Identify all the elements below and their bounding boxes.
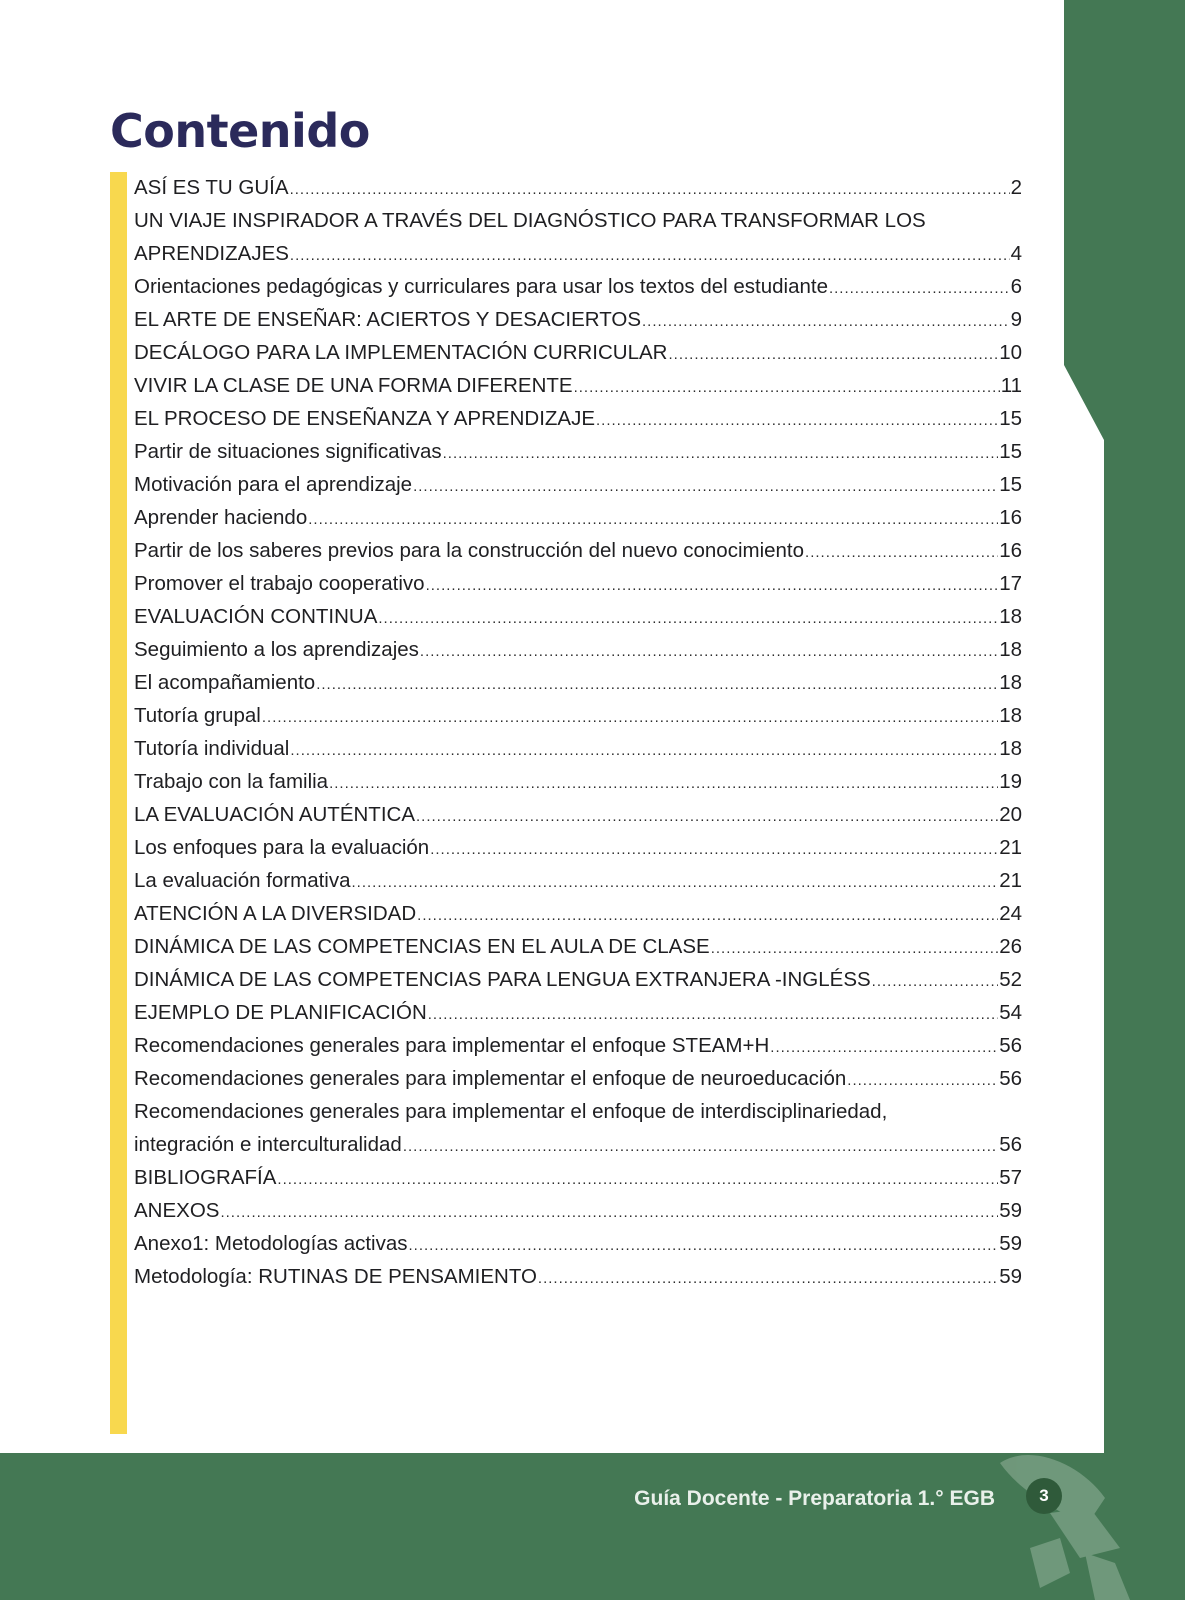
toc-entry-label: DINÁMICA DE LAS COMPETENCIAS EN EL AULA DE CLASE [134,935,710,958]
toc-entry-label: Promover el trabajo cooperativo [134,572,425,595]
toc-entry-row [134,270,1022,303]
toc-entry-row [134,303,1022,336]
toc-entry [134,1062,1022,1095]
toc-entry-page: 6 [1010,275,1022,298]
toc-entry-row [134,996,1022,1029]
page-title: Contenido [110,104,370,158]
toc-entry-label: Tutoría grupal [134,704,261,727]
toc-entry-row [134,402,1022,435]
toc-entry [134,831,1022,864]
toc-entry-page: 57 [999,1166,1022,1189]
toc-entry [134,666,1022,699]
toc-entry-label: Orientaciones pedagógicas y curriculares para usar los textos del estudiante [134,275,828,298]
toc-entry-row [134,567,1022,600]
toc-entry-label: Tutoría individual [134,737,290,760]
toc-entry-page: 52 [999,968,1022,991]
dot-leader [329,767,998,800]
toc-entry-page: 4 [1010,242,1022,265]
toc-entry-row [134,237,1022,270]
toc-entry-label: EL ARTE DE ENSEÑAR: ACIERTOS Y DESACIERTOS [134,308,641,331]
toc-entry-page: 10 [999,341,1022,364]
toc-entry-label: Metodología: RUTINAS DE PENSAMIENTO [134,1265,537,1288]
toc-entry [134,171,1022,204]
table-of-contents [134,171,1022,1293]
toc-entry-row [134,1128,1022,1161]
dot-leader [430,833,998,866]
toc-entry-row [134,501,1022,534]
toc-entry-row [134,798,1022,831]
dot-leader [770,1031,998,1064]
toc-entry-page: 59 [999,1199,1022,1222]
toc-entry-page: 20 [999,803,1022,826]
toc-entry-row [134,336,1022,369]
dot-leader [596,404,998,437]
toc-entry-row [134,864,1022,897]
toc-entry-row [134,369,1022,402]
toc-entry-row [134,435,1022,468]
toc-entry-row [134,171,1022,204]
toc-entry-page: 18 [999,704,1022,727]
toc-entry-page: 18 [999,638,1022,661]
toc-entry-row [134,1062,1022,1095]
dot-leader [642,305,1010,338]
rocket-icon [990,1453,1150,1600]
toc-entry-page: 18 [999,671,1022,694]
dot-leader [413,470,998,503]
toc-entry [134,897,1022,930]
toc-entry [134,600,1022,633]
dot-leader [290,734,998,767]
toc-entry-label: EVALUACIÓN CONTINUA [134,605,378,628]
toc-entry-label: EL PROCESO DE ENSEÑANZA Y APRENDIZAJE [134,407,596,430]
dot-leader [316,668,998,701]
accent-bar [110,172,127,1434]
dot-leader [378,602,998,635]
toc-entry-page: 17 [999,572,1022,595]
dot-leader [420,635,998,668]
toc-entry-label: APRENDIZAJES [134,242,289,265]
toc-entry-row [134,963,1022,996]
toc-entry-label: Los enfoques para la evaluación [134,836,430,859]
toc-entry-label: Recomendaciones generales para implementar el enfoque STEAM+H [134,1034,770,1057]
toc-entry-row [134,831,1022,864]
toc-entry [134,204,1022,270]
dot-leader [352,866,999,899]
footer-title: Guía Docente - Preparatoria 1.° EGB [634,1487,995,1510]
toc-entry-label: ATENCIÓN A LA DIVERSIDAD [134,902,417,925]
toc-entry-label: Trabajo con la familia [134,770,329,793]
dot-leader [538,1262,998,1295]
toc-entry-page: 15 [999,473,1022,496]
toc-entry-label: DINÁMICA DE LAS COMPETENCIAS PARA LENGUA EXTRANJERA -INGLÉSS [134,968,871,991]
toc-entry [134,996,1022,1029]
toc-entry [134,402,1022,435]
toc-entry-row [134,534,1022,567]
toc-entry [134,930,1022,963]
dot-leader [847,1064,998,1097]
dot-leader [403,1130,998,1163]
toc-entry [134,699,1022,732]
toc-entry-page: 24 [999,902,1022,925]
toc-entry-label: Seguimiento a los aprendizajes [134,638,419,661]
toc-entry-label: Recomendaciones generales para implementar el enfoque de neuroeducación [134,1067,847,1090]
toc-entry [134,1260,1022,1293]
toc-entry-label: DECÁLOGO PARA LA IMPLEMENTACIÓN CURRICULAR [134,341,668,364]
toc-entry-line: Recomendaciones generales para implementar el enfoque de interdisciplinariedad, [134,1100,888,1123]
toc-entry-row [134,633,1022,666]
toc-entry-label: ANEXOS [134,1199,220,1222]
toc-entry-row [134,468,1022,501]
toc-entry-page: 59 [999,1265,1022,1288]
dot-leader [669,338,999,371]
toc-entry-row [134,765,1022,798]
toc-entry-page: 15 [999,440,1022,463]
toc-entry-row [134,732,1022,765]
toc-entry-label: Partir de situaciones significativas [134,440,442,463]
toc-entry [134,633,1022,666]
dot-leader [805,536,998,569]
toc-entry [134,501,1022,534]
toc-entry [134,1095,1022,1161]
toc-entry [134,765,1022,798]
dot-leader [443,437,999,470]
toc-entry [134,1194,1022,1227]
dot-leader [872,965,999,998]
toc-entry-page: 21 [999,869,1022,892]
toc-entry-row [134,600,1022,633]
dot-leader [409,1229,999,1262]
page-number-badge: 3 [1026,1478,1062,1514]
toc-entry-page: 16 [999,506,1022,529]
toc-entry-page: 54 [999,1001,1022,1024]
side-decoration-band [1064,0,1185,1600]
toc-entry-label: Anexo1: Metodologías activas [134,1232,408,1255]
page-footer [0,1453,1185,1600]
toc-entry-page: 2 [1010,176,1022,199]
toc-entry-page: 11 [1000,374,1022,397]
toc-entry-label: EJEMPLO DE PLANIFICACIÓN [134,1001,427,1024]
toc-entry-label: LA EVALUACIÓN AUTÉNTICA [134,803,416,826]
dot-leader [220,1196,998,1229]
toc-entry-page: 56 [999,1067,1022,1090]
toc-entry-row [134,1029,1022,1062]
toc-entry [134,468,1022,501]
dot-leader [416,800,998,833]
toc-entry-label: ASÍ ES TU GUÍA [134,176,289,199]
toc-entry-page: 26 [999,935,1022,958]
toc-entry-page: 16 [999,539,1022,562]
dot-leader [262,701,998,734]
dot-leader [829,272,1010,305]
toc-entry [134,1161,1022,1194]
toc-entry-label: VIVIR LA CLASE DE UNA FORMA DIFERENTE [134,374,573,397]
toc-entry [134,1029,1022,1062]
toc-entry-page: 9 [1010,308,1022,331]
dot-leader [290,239,1010,272]
toc-entry-row [134,699,1022,732]
dot-leader [277,1163,998,1196]
toc-entry-page: 59 [999,1232,1022,1255]
toc-entry [134,534,1022,567]
toc-entry [134,963,1022,996]
toc-entry [134,864,1022,897]
toc-entry-page: 21 [999,836,1022,859]
toc-entry-label: Aprender haciendo [134,506,308,529]
toc-entry-label: BIBLIOGRAFÍA [134,1166,277,1189]
toc-entry [134,1227,1022,1260]
dot-leader [428,998,998,1031]
toc-entry [134,567,1022,600]
toc-entry-page: 18 [999,605,1022,628]
toc-entry-label: integración e interculturalidad [134,1133,402,1156]
toc-entry [134,303,1022,336]
toc-entry [134,435,1022,468]
toc-entry [134,270,1022,303]
toc-entry-row [134,1227,1022,1260]
toc-entry-page: 18 [999,737,1022,760]
toc-entry-page: 15 [999,407,1022,430]
toc-entry [134,336,1022,369]
toc-entry-label: Partir de los saberes previos para la construcción del nuevo conocimiento [134,539,805,562]
toc-entry [134,798,1022,831]
toc-entry-row [134,1260,1022,1293]
toc-entry-row [134,1161,1022,1194]
toc-entry-page: 56 [999,1133,1022,1156]
dot-leader [426,569,999,602]
dot-leader [290,173,1010,206]
toc-entry-row [134,897,1022,930]
toc-entry [134,369,1022,402]
toc-entry-row [134,666,1022,699]
toc-entry-line: UN VIAJE INSPIRADOR A TRAVÉS DEL DIAGNÓSTICO PARA TRANSFORMAR LOS [134,209,926,232]
toc-entry-page: 19 [999,770,1022,793]
toc-entry-page: 56 [999,1034,1022,1057]
toc-entry-label: El acompañamiento [134,671,316,694]
dot-leader [711,932,998,965]
dot-leader [574,371,1000,404]
toc-entry-label: Motivación para el aprendizaje [134,473,413,496]
dot-leader [308,503,998,536]
toc-entry-row [134,1194,1022,1227]
dot-leader [417,899,998,932]
toc-entry [134,732,1022,765]
toc-entry-row [134,930,1022,963]
toc-entry-label: La evaluación formativa [134,869,351,892]
